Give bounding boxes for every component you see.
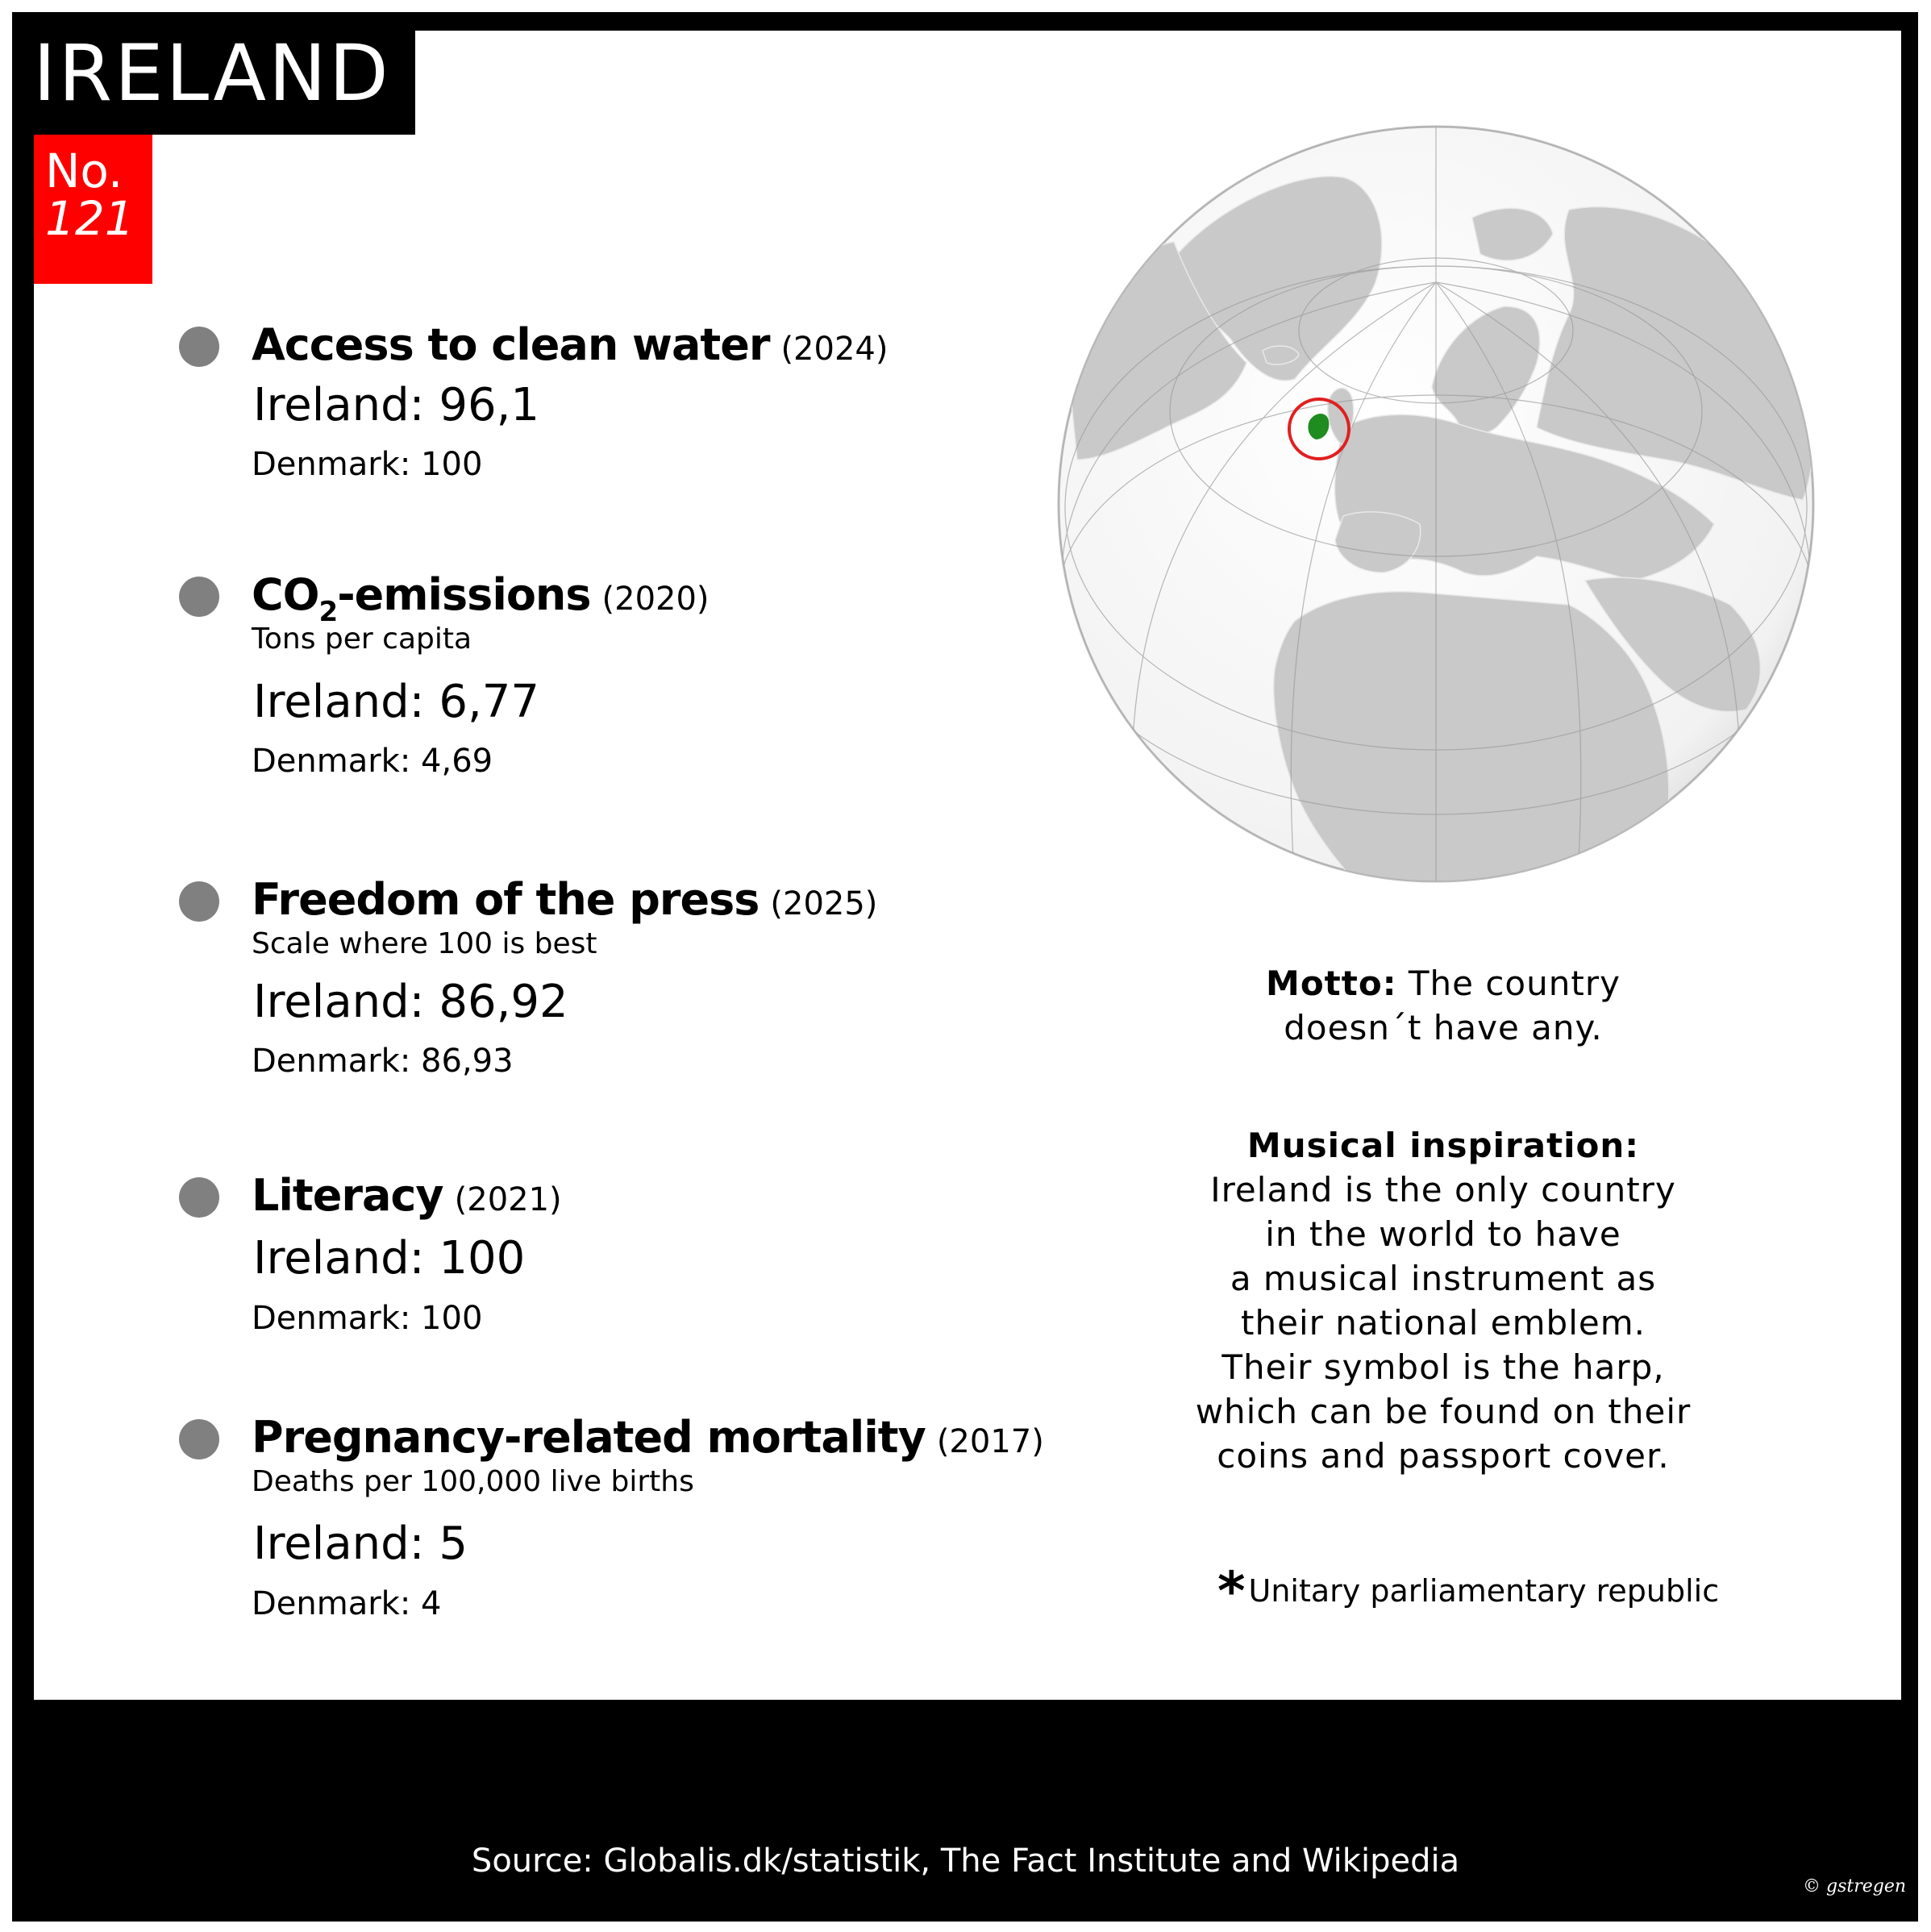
stat-title [252, 569, 591, 628]
stat-ireland-value: Ireland: 96,1 [253, 379, 540, 431]
stat-ireland-value: Ireland: 5 [253, 1518, 468, 1570]
stat-year: (2024) [780, 331, 889, 368]
music-line: Their symbol is the harp, [1221, 1347, 1665, 1387]
music-line: their national emblem. [1241, 1303, 1646, 1343]
bullet-icon [179, 577, 219, 617]
motto-label: Motto: [1266, 964, 1397, 1003]
source-footer: Source: Globalis.dk/statistik, The Fact Institute and Wikipedia [471, 1842, 1460, 1880]
music-line: Ireland is the only country [1210, 1170, 1676, 1210]
stat-ireland-value: Ireland: 6,77 [253, 676, 540, 728]
stat-denmark-value: Denmark: 100 [252, 1300, 483, 1337]
stat-subtitle: Scale where 100 is best [252, 927, 597, 960]
music-line: a musical instrument as [1230, 1259, 1657, 1298]
stat-denmark-value: Denmark: 4,69 [252, 743, 493, 780]
artist-signature: © gstregen [1803, 1876, 1907, 1897]
government-text: Unitary parliamentary republic [1248, 1573, 1720, 1609]
rank-number: 121 [45, 191, 135, 246]
music-heading [1113, 1123, 1774, 1168]
stat-ireland-value: Ireland: 86,92 [253, 976, 568, 1028]
stat-title-post: -emissions [337, 569, 591, 620]
stat-title-pre: CO [252, 569, 319, 620]
music-line: which can be found on their [1195, 1392, 1692, 1431]
stat-title: Pregnancy-related mortality [252, 1412, 926, 1463]
africa-landmass [1274, 592, 1669, 887]
motto-block [1113, 961, 1774, 1050]
globe-map [1053, 121, 1819, 887]
bullet-icon [179, 881, 219, 922]
music-line: in the world to have [1265, 1214, 1621, 1254]
motto-text-1: The country [1408, 964, 1621, 1003]
stat-year: (2021) [454, 1181, 562, 1218]
stat-denmark-value: Denmark: 86,93 [252, 1043, 514, 1080]
stat-ireland-value: Ireland: 100 [253, 1232, 526, 1285]
stat-title: Freedom of the press [252, 874, 759, 925]
rank-label: No. [45, 144, 123, 198]
country-title: IRELAND [12, 12, 415, 135]
stat-title: Literacy [252, 1170, 443, 1221]
stat-year: (2025) [770, 885, 878, 922]
asterisk: * [1217, 1560, 1246, 1622]
music-line: coins and passport cover. [1217, 1436, 1670, 1476]
bullet-icon [179, 1419, 219, 1459]
stat-denmark-value: Denmark: 4 [252, 1585, 442, 1622]
bullet-icon [179, 327, 219, 367]
stat-heading [252, 874, 877, 925]
bullet-icon [179, 1177, 219, 1218]
stat-denmark-value: Denmark: 100 [252, 446, 483, 483]
motto-text-2: doesn´t have any. [1284, 1008, 1603, 1047]
government-note [1217, 1552, 1720, 1622]
rank-badge [34, 135, 152, 284]
stat-subtitle: Tons per capita [252, 622, 472, 656]
stat-heading [252, 1412, 1044, 1463]
stat-heading [252, 1170, 562, 1221]
stat-heading [252, 319, 888, 370]
stat-heading [252, 569, 710, 628]
stat-year: (2017) [936, 1423, 1044, 1460]
motto-line-1 [1113, 961, 1774, 1006]
stat-subtitle: Deaths per 100,000 live births [252, 1465, 694, 1498]
music-label: Musical inspiration: [1246, 1126, 1640, 1165]
stat-title-subscript: 2 [318, 596, 338, 628]
stat-year: (2020) [601, 581, 710, 618]
stat-title: Access to clean water [252, 319, 770, 370]
music-block [1113, 1123, 1774, 1478]
